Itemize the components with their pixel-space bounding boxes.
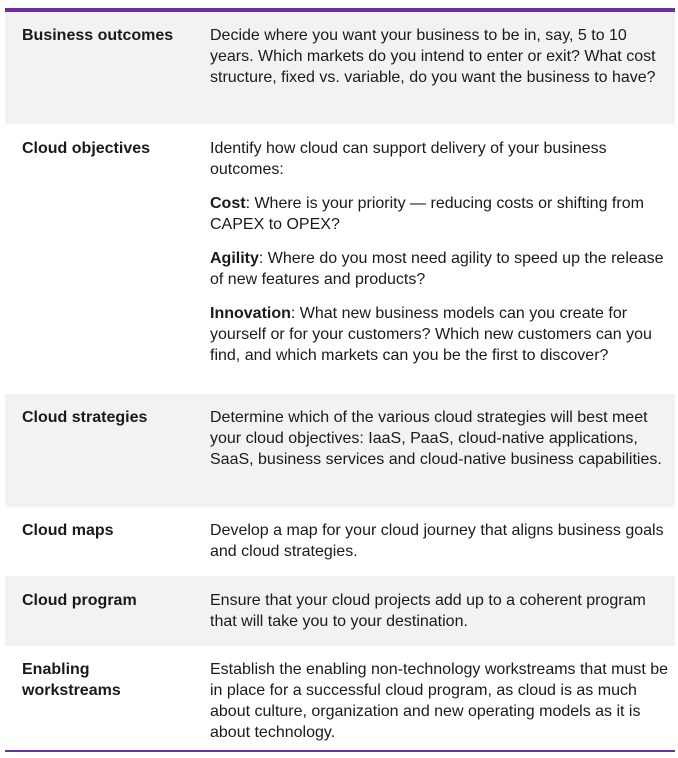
table-row — [5, 12, 675, 124]
description-paragraph: Agility: Where do you most need agility to speed up the release of new features and products? — [210, 250, 664, 288]
row-description — [210, 138, 675, 394]
row-description — [210, 25, 675, 124]
description-paragraph: Identify how cloud can support delivery of your business outcomes: — [210, 140, 607, 178]
description-paragraph: Ensure that your cloud projects add up to a coherent program that will take you to your destination. — [210, 592, 646, 630]
paragraph-lead: Innovation — [210, 305, 291, 322]
description-paragraph: Innovation: What new business models can you create for yourself or for your customers? Which new customers can you find, and which markets can you be the first to discover? — [210, 305, 652, 364]
row-term: Cloud strategies — [22, 409, 148, 426]
description-paragraph: Determine which of the various cloud strategies will best meet your cloud objectives: IaaS, PaaS, cloud-native applications, SaaS, business services and cloud-native business capabilities. — [210, 409, 662, 468]
row-term: Cloud program — [22, 592, 137, 609]
row-description — [210, 590, 675, 646]
row-term: Cloud objectives — [22, 140, 151, 157]
row-description — [210, 659, 675, 750]
row-term: Business outcomes — [22, 27, 174, 44]
row-term: Cloud maps — [22, 522, 114, 539]
description-paragraph: Establish the enabling non-technology workstreams that must be in place for a successful cloud program, as cloud is as much about culture, organization and new operating models as it is about technology. — [210, 661, 669, 741]
table-row — [5, 124, 675, 394]
row-description — [210, 520, 675, 576]
description-paragraph: Decide where you want your business to be in, say, 5 to 10 years. Which markets do you intend to enter or exit? What cost structure, fixed vs. variable, do you want the business to have? — [210, 27, 656, 86]
description-paragraph: Develop a map for your cloud journey that aligns business goals and cloud strategies. — [210, 522, 664, 560]
table-row — [5, 394, 675, 507]
row-term: Enabling workstreams — [22, 661, 121, 699]
paragraph-lead: Agility — [210, 250, 259, 267]
table-row — [5, 576, 675, 646]
table-row — [5, 646, 675, 750]
row-description — [210, 407, 675, 507]
cloud-strategy-table — [5, 8, 675, 752]
description-paragraph: Cost: Where is your priority — reducing costs or shifting from CAPEX to OPEX? — [210, 195, 644, 233]
table-row — [5, 507, 675, 576]
paragraph-lead: Cost — [210, 195, 246, 212]
